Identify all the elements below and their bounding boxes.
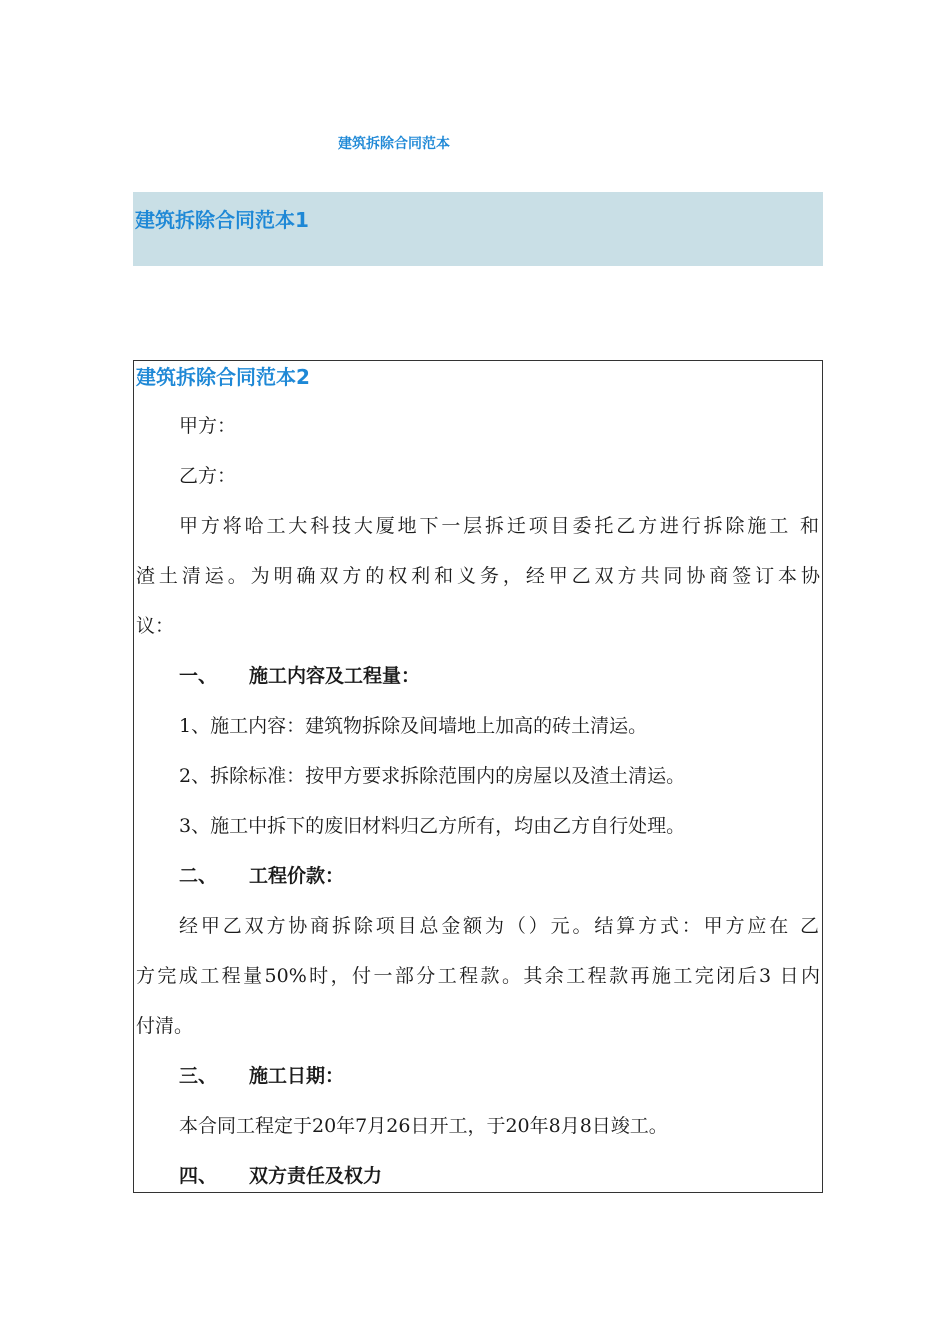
intro-line-1: 甲方将哈工大科技大厦地下一层拆迁项目委托乙方进行拆除施工 和	[179, 515, 819, 537]
clause1-item-2: 2、拆除标准：按甲方要求拆除范围内的房屋以及渣土清运。	[179, 765, 686, 787]
clause-title: 双方责任及权力	[249, 1165, 383, 1187]
section-heading-2: 建筑拆除合同范本2	[136, 365, 310, 389]
clause-heading-2	[179, 863, 344, 889]
section-heading-1: 建筑拆除合同范本1	[135, 208, 309, 232]
clause2-line-1: 经甲乙双方协商拆除项目总金额为（）元。结算方式：甲方应在 乙	[179, 915, 819, 937]
section-banner-1	[133, 192, 823, 266]
party-a-line: 甲方：	[179, 415, 237, 437]
party-b-line: 乙方：	[179, 465, 237, 487]
clause-heading-3	[179, 1063, 344, 1089]
intro-line-3: 议：	[136, 615, 175, 637]
clause-number: 一、	[179, 665, 218, 687]
clause2-line-2: 方完成工程量50%时，付一部分工程款。其余工程款再施工完闭后3 日内	[136, 965, 820, 987]
clause3-line-1: 本合同工程定于20年7月26日开工，于20年8月8日竣工。	[179, 1115, 668, 1137]
document-title: 建筑拆除合同范本	[338, 136, 450, 152]
clause-number: 三、	[179, 1065, 218, 1087]
intro-line-2: 渣土清运。为明确双方的权利和义务，经甲乙双方共同协商签订本协	[136, 565, 820, 587]
clause-number: 二、	[179, 865, 218, 887]
clause-title: 工程价款：	[249, 865, 345, 887]
clause1-item-1: 1、施工内容：建筑物拆除及间墙地上加高的砖土清运。	[179, 715, 648, 737]
clause-heading-4	[179, 1163, 382, 1189]
clause-heading-1	[179, 663, 420, 689]
clause-title: 施工日期：	[249, 1065, 345, 1087]
clause2-line-3: 付清。	[136, 1015, 194, 1037]
clause1-item-3: 3、施工中拆下的废旧材料归乙方所有，均由乙方自行处理。	[179, 815, 686, 837]
section-box-2	[133, 360, 823, 1193]
clause-title: 施工内容及工程量：	[249, 665, 421, 687]
clause-number: 四、	[179, 1165, 218, 1187]
